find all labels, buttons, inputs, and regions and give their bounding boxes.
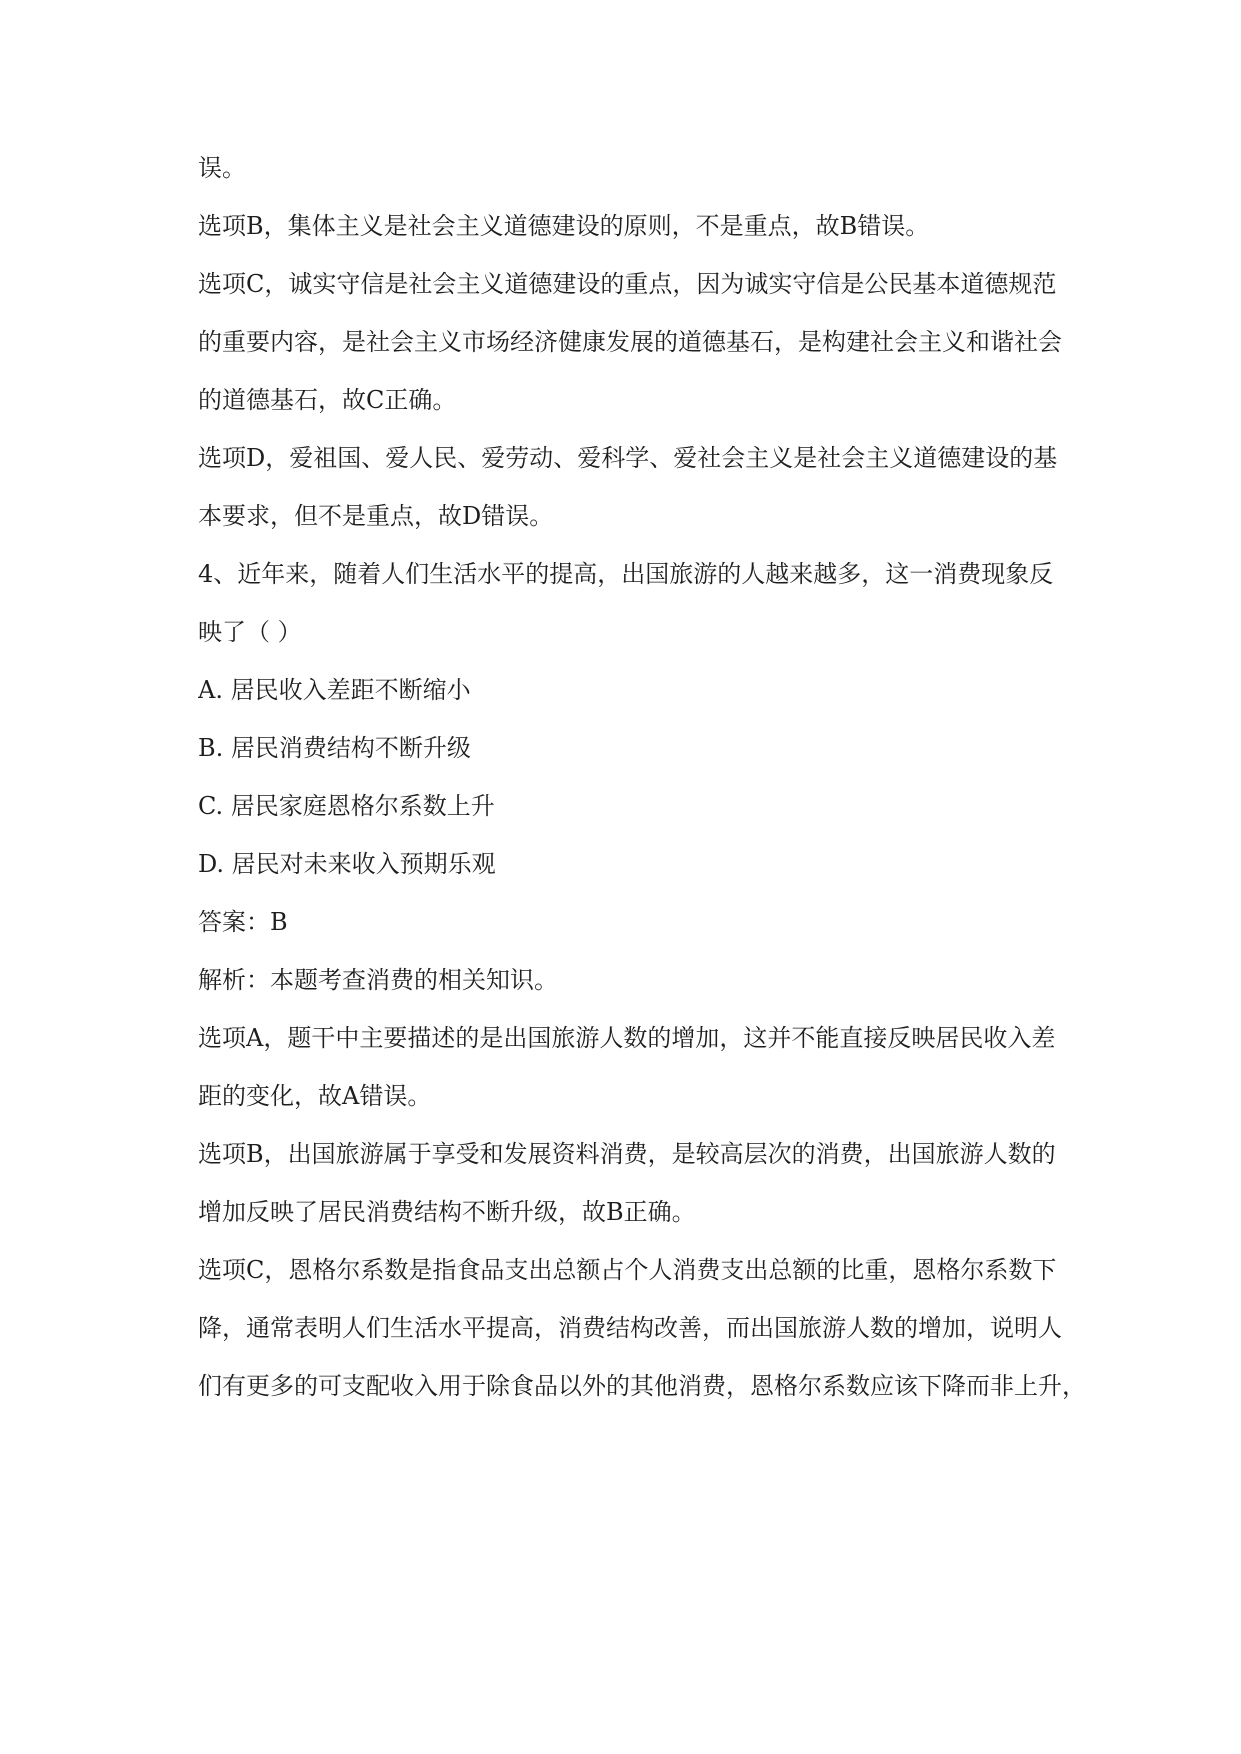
question-line: 映了（ ） <box>198 618 302 646</box>
text-line: 选项C，恩格尔系数是指食品支出总额占个人消费支出总额的比重，恩格尔系数下 <box>198 1256 1057 1284</box>
text-line: 选项B，出国旅游属于享受和发展资料消费，是较高层次的消费，出国旅游人数的 <box>198 1140 1056 1168</box>
question-line: 4、近年来，随着人们生活水平的提高，出国旅游的人越来越多，这一消费现象反 <box>198 560 1054 588</box>
option-d: D. 居民对未来收入预期乐观 <box>198 850 496 878</box>
text-line: 们有更多的可支配收入用于除食品以外的其他消费，恩格尔系数应该下降而非上升， <box>198 1372 1086 1400</box>
text-line: 误。 <box>198 154 246 182</box>
text-line: 降，通常表明人们生活水平提高，消费结构改善，而出国旅游人数的增加，说明人 <box>198 1314 1062 1342</box>
text-line: 选项C，诚实守信是社会主义道德建设的重点，因为诚实守信是公民基本道德规范 <box>198 270 1057 298</box>
text-line: 选项A，题干中主要描述的是出国旅游人数的增加，这并不能直接反映居民收入差 <box>198 1024 1056 1052</box>
analysis-line: 解析：本题考查消费的相关知识。 <box>198 966 558 994</box>
text-line: 本要求，但不是重点，故D错误。 <box>198 502 554 530</box>
option-c: C. 居民家庭恩格尔系数上升 <box>198 792 495 820</box>
option-a: A. 居民收入差距不断缩小 <box>198 676 471 704</box>
text-line: 的道德基石，故C正确。 <box>198 386 457 414</box>
text-line: 的重要内容，是社会主义市场经济健康发展的道德基石，是构建社会主义和谐社会 <box>198 328 1062 356</box>
answer-line: 答案：B <box>198 908 288 936</box>
text-line: 距的变化，故A错误。 <box>198 1082 432 1110</box>
option-b: B. 居民消费结构不断升级 <box>198 734 471 762</box>
text-line: 选项B，集体主义是社会主义道德建设的原则，不是重点，故B错误。 <box>198 212 930 240</box>
text-line: 增加反映了居民消费结构不断升级，故B正确。 <box>198 1198 696 1226</box>
text-line: 选项D，爱祖国、爱人民、爱劳动、爱科学、爱社会主义是社会主义道德建设的基 <box>198 444 1058 472</box>
